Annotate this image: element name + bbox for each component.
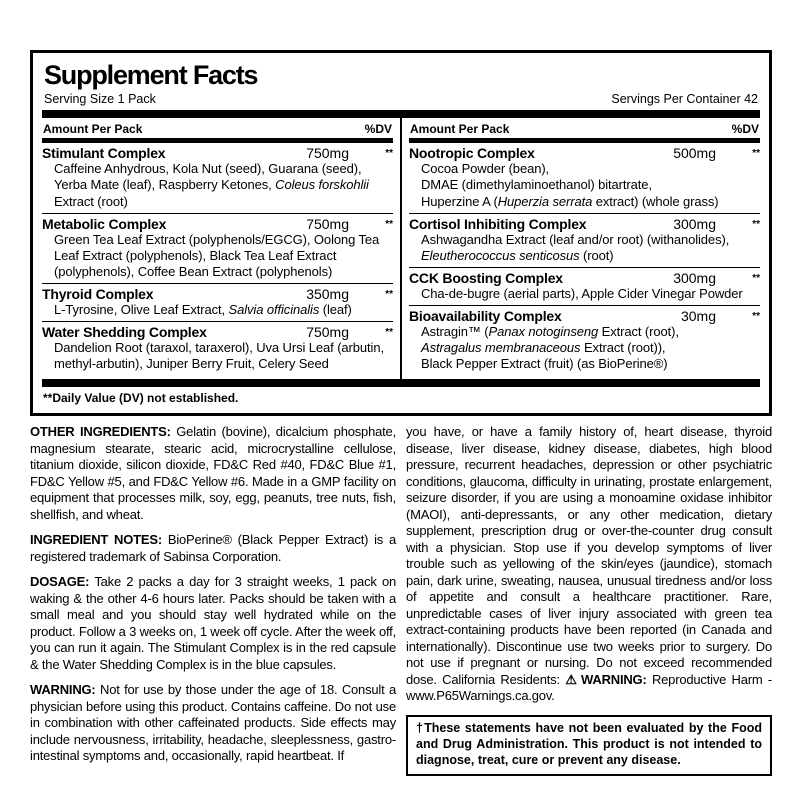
warning-text: Not for use by those under the age of 18. Consult a physician before using this product. Contains caffeine. Do not use in combination with other caffeinated products. Side effects may include nervousness, irritability, headache, sleeplessness, gastro-intestinal symptoms and, occasionally, rapid heartbeat. If — [30, 682, 396, 764]
complex-name: Nootropic Complex — [409, 145, 535, 162]
serving-size: Serving Size 1 Pack — [44, 92, 156, 107]
complex-row-thyroid — [42, 284, 393, 322]
complex-amount: 30mg — [680, 308, 716, 324]
dv-label: %DV — [731, 122, 759, 137]
dv-mark: ** — [752, 148, 760, 160]
complex-row-water-shedding — [42, 322, 393, 375]
complex-row-cortisol — [409, 214, 760, 268]
complex-name: Thyroid Complex — [42, 286, 154, 302]
complex-amount: 300mg — [673, 215, 716, 232]
complex-name: Metabolic Complex — [42, 215, 167, 232]
warning-triangle-icon: ⚠ — [565, 671, 579, 687]
dv-label: %DV — [364, 122, 392, 137]
complex-row-metabolic — [42, 214, 393, 284]
panel-title: Supplement Facts — [44, 60, 258, 90]
complex-name: Stimulant Complex — [42, 145, 166, 162]
complex-ingredients: Ashwagandha Extract (leaf and/or root) (withanolides), Eleutherococcus senticosus (root) — [421, 231, 730, 263]
complex-ingredients: Cha-de-bugre (aerial parts), Apple Cider Vinegar Powder — [421, 285, 743, 301]
complex-name: CCK Boosting Complex — [409, 269, 563, 286]
dv-mark: ** — [385, 218, 393, 230]
complex-row-cck — [409, 268, 760, 306]
body-column-left — [30, 424, 396, 775]
divider-bar-bottom — [42, 379, 760, 387]
complex-ingredients: L-Tyrosine, Olive Leaf Extract, Salvia officinalis (leaf) — [54, 302, 352, 317]
servings-per-container: Servings Per Container 42 — [611, 92, 758, 107]
complex-row-bioavailability — [409, 306, 760, 375]
body-text-columns — [30, 424, 772, 775]
column-header-right — [409, 118, 760, 138]
dosage-paragraph — [30, 574, 396, 673]
amount-per-pack-label: Amount Per Pack — [43, 122, 143, 137]
complex-amount: 750mg — [306, 324, 349, 341]
other-ingredients-paragraph — [30, 424, 396, 523]
facts-column-left — [42, 118, 400, 379]
complex-ingredients: Cocoa Powder (bean), DMAE (dimethylaminoethanol) bitartrate, Huperzine A (Huperzia serrata extract) (whole grass) — [421, 161, 719, 209]
dv-mark: ** — [385, 327, 393, 339]
complex-row-nootropic — [409, 143, 760, 213]
dv-mark: ** — [385, 289, 393, 300]
ingredient-notes-paragraph — [30, 532, 396, 565]
ingredient-notes-label: INGREDIENT NOTES: — [30, 532, 162, 548]
complex-name: Cortisol Inhibiting Complex — [409, 215, 587, 232]
facts-columns — [42, 118, 760, 379]
dv-mark: ** — [385, 148, 393, 160]
complex-name: Water Shedding Complex — [42, 324, 207, 341]
complex-amount: 500mg — [673, 145, 716, 162]
serving-row — [42, 89, 760, 110]
complex-name: Bioavailability Complex — [409, 308, 562, 324]
complex-amount: 750mg — [306, 145, 349, 162]
complex-row-stimulant — [42, 143, 393, 213]
complex-ingredients: Astragin™ (Panax notoginseng Extract (root), Astragalus membranaceous Extract (root)), Black Pepper Extract (fruit) (as BioPerine®) — [421, 324, 679, 372]
complex-amount: 350mg — [306, 286, 349, 302]
complex-amount: 750mg — [306, 215, 349, 232]
facts-column-right — [402, 118, 760, 379]
complex-ingredients: Green Tea Leaf Extract (polyphenols/EGCG), Oolong Tea Leaf Extract (polyphenols), Black Tea Leaf Extract (polyphenols), Coffee Bean Extract (polyphenols) — [54, 231, 380, 279]
complex-ingredients: Caffeine Anhydrous, Kola Nut (seed), Guarana (seed), Yerba Mate (leaf), Raspberry Ketones, Coleus forskohlii Extract (root) — [54, 161, 369, 209]
dosage-text: Take 2 packs a day for 3 straight weeks, 1 pack on waking & the other 4-6 hours later. Packs should be taken with a small meal and you should stay well hydrated while on the product. Follow a 3 weeks on, 1 week off cycle. After the week off, you can run it again. The Stimulant Complex is in the red capsule & the Water Shedding Complex is in the blue capsules. — [30, 574, 396, 672]
column-header-left — [42, 118, 393, 138]
fda-disclaimer-box — [406, 715, 772, 776]
other-ingredients-text: Gelatin (bovine), dicalcium phosphate, magnesium stearate, stearic acid, microcrystalline cellulose, titanium dioxide, silicon dioxide, FD&C Red #40, FD&C Blue #1, FD&C Yellow #5, and FD&C Yellow #6. Made in a GMP facility on equipment that processes milk, soy, egg, peanuts, tree nuts, fish, shellfish, and wheat. — [30, 424, 396, 522]
dv-mark: ** — [752, 272, 760, 284]
fda-disclaimer-text: †These statements have not been evaluated by the Food and Drug Administration. This product is not intended to diagnose, treat, cure or prevent any disease. — [416, 720, 762, 768]
warning-continuation-paragraph: you have, or have a family history of, heart disease, thyroid disease, liver disease, kidney disease, diabetes, high blood pressure, recurrent headaches, depression or other psychiatric conditions, glaucoma, difficulty in urinating, prostate enlargement, seizure disorder, if you are using a monoamine oxidase inhibitor (MAOI), anti-depressants, or any other medication, dietary supplement, prescription drug or over-the-counter drug consult with a physician. Stop use if you develop symptoms of liver trouble such as yellowing of the skin/eyes (jaundice), stomach pain, dark urine, sweating, nausea, unusual tiredness and/or loss of appetite and consult a healthcare practitioner. Rare, unpredictable cases of liver injury associated with green tea extract-containing products have been reported (in Canada and internationally). Discontinue use two weeks prior to surgery. Do not use if pregnant or nursing. Do not exceed recommended dose. California Residents: ⚠ WARNING: Reproductive Harm - www.P65Warnings.ca.gov. — [406, 424, 772, 704]
body-column-right — [406, 424, 772, 775]
divider-bar-top — [42, 110, 760, 118]
supplement-facts-panel — [30, 50, 772, 416]
dv-footnote: **Daily Value (DV) not established. — [43, 391, 239, 406]
dv-mark: ** — [752, 218, 760, 230]
warning-label: WARNING: — [30, 682, 96, 698]
warning-paragraph — [30, 682, 396, 765]
amount-per-pack-label: Amount Per Pack — [410, 122, 510, 137]
ingredient-notes-text: BioPerine® (Black Pepper Extract) is a registered trademark of Sabinsa Corporation. — [30, 532, 396, 564]
other-ingredients-label: OTHER INGREDIENTS: — [30, 424, 171, 440]
complex-ingredients: Dandelion Root (taraxol, taraxerol), Uva Ursi Leaf (arbutin, methyl-arbutin), Juniper Berry Fruit, Celery Seed — [54, 340, 384, 372]
dosage-label: DOSAGE: — [30, 574, 90, 590]
dv-mark: ** — [752, 311, 760, 322]
complex-amount: 300mg — [673, 269, 716, 286]
